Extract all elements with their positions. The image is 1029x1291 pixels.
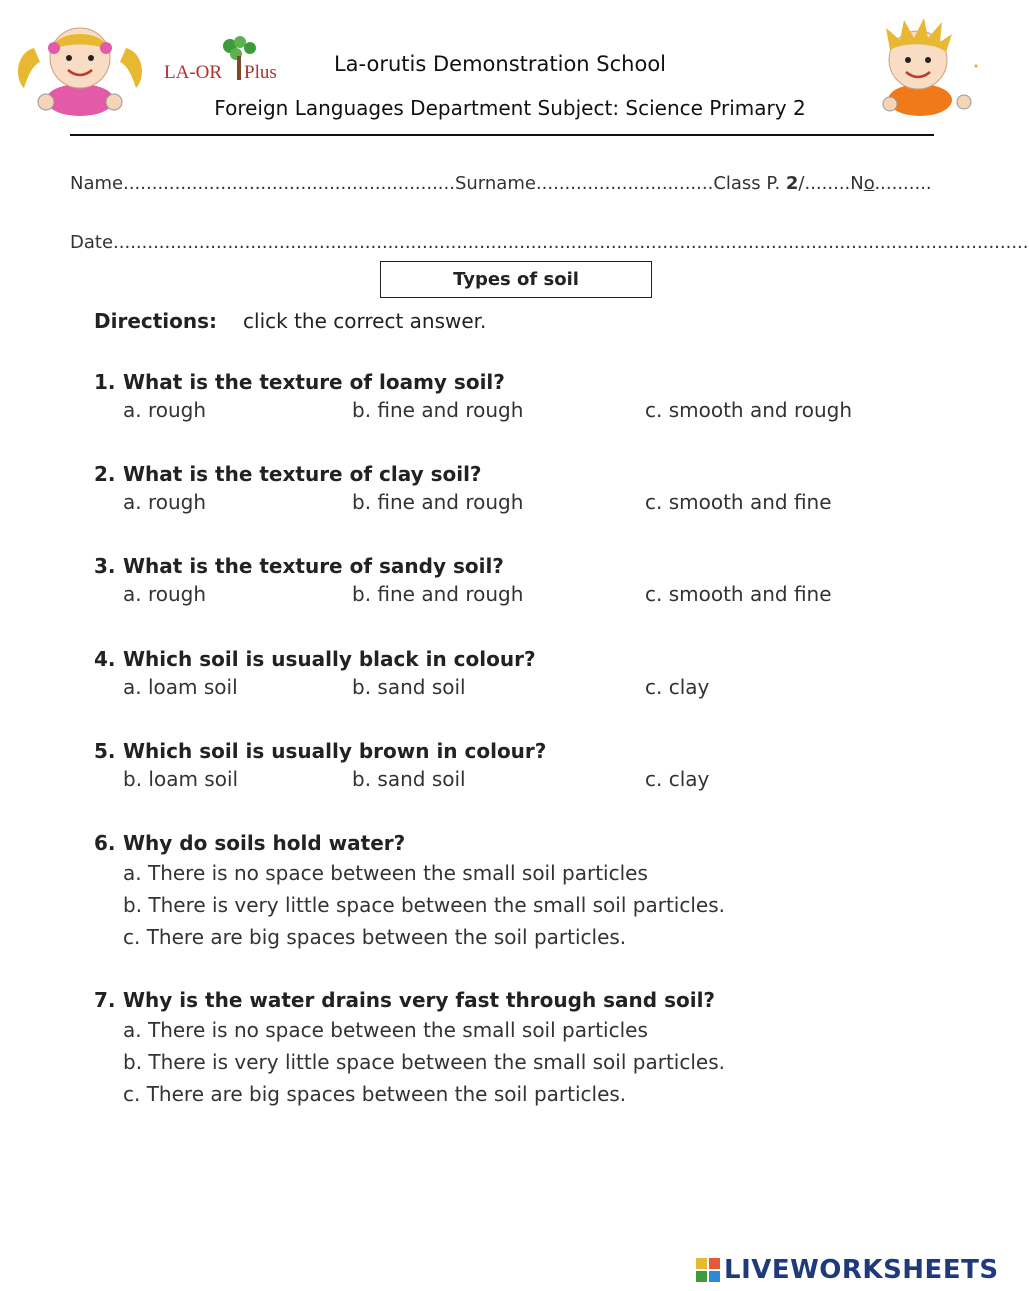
question-text: What is the texture of loamy soil?: [123, 370, 505, 394]
student-info-line: [70, 173, 932, 194]
question-6: [94, 831, 725, 953]
question-text: What is the texture of sandy soil?: [123, 554, 504, 578]
svg-text:LA-OR: LA-OR: [164, 62, 223, 83]
answer-option-b[interactable]: b. fine and rough: [352, 582, 524, 606]
school-name: La-orutis Demonstration School: [333, 52, 666, 76]
answer-option-a[interactable]: a. There is no space between the small soil particles: [123, 861, 648, 885]
no-label-n: N: [850, 173, 864, 194]
answer-option-a[interactable]: a. loam soil: [123, 675, 238, 699]
worksheet-title: Types of soil: [380, 261, 652, 298]
directions-label: Directions:: [94, 309, 218, 333]
question-number: 3.: [94, 554, 116, 578]
answer-option-c[interactable]: c. There are big spaces between the soil particles.: [123, 925, 627, 949]
question-number: 5.: [94, 739, 116, 763]
question-text: Why is the water drains very fast through sand soil?: [123, 988, 716, 1012]
answer-option-b[interactable]: b. sand soil: [352, 675, 466, 699]
question-number: 2.: [94, 462, 116, 486]
question-number: 6.: [94, 831, 116, 855]
answer-option-a[interactable]: a. rough: [123, 490, 207, 514]
svg-text:Plus: Plus: [244, 62, 277, 83]
class-field[interactable]: /........: [798, 173, 851, 194]
answer-option-c[interactable]: c. clay: [645, 767, 710, 791]
liveworksheets-brand[interactable]: LIVEWORKSHEETS: [724, 1255, 999, 1285]
date-label: Date: [70, 232, 114, 253]
question-text: What is the texture of clay soil?: [123, 462, 482, 486]
answer-option-b[interactable]: b. fine and rough: [352, 490, 524, 514]
answer-option-a[interactable]: b. loam soil: [123, 767, 239, 791]
answer-option-c[interactable]: c. smooth and fine: [645, 490, 832, 514]
question-2: [94, 462, 832, 522]
question-1: [94, 370, 853, 430]
answer-option-b[interactable]: b. sand soil: [352, 767, 466, 791]
no-field[interactable]: ..........: [874, 173, 932, 194]
name-field[interactable]: ..........................................................: [123, 173, 455, 194]
answer-option-a[interactable]: a. There is no space between the small soil particles: [123, 1018, 648, 1042]
department-subject: Foreign Languages Department Subject: Science Primary 2: [214, 96, 806, 120]
question-7: [94, 988, 725, 1110]
question-text: Why do soils hold water?: [123, 831, 406, 855]
answer-option-c[interactable]: c. smooth and fine: [645, 582, 832, 606]
answer-option-c[interactable]: c. clay: [645, 675, 710, 699]
header-divider: [70, 134, 934, 136]
answer-option-a[interactable]: a. rough: [123, 398, 207, 422]
surname-label: Surname: [454, 173, 536, 194]
answer-option-a[interactable]: a. rough: [123, 582, 207, 606]
directions: [94, 309, 486, 333]
question-4: [94, 647, 710, 707]
answer-option-b[interactable]: b. fine and rough: [352, 398, 524, 422]
class-number: 2: [785, 173, 799, 194]
date-field[interactable]: ................................................................................................................................................................: [113, 232, 1029, 253]
no-label-o: o: [863, 173, 875, 194]
directions-text: click the correct answer.: [243, 309, 487, 333]
question-3: [94, 554, 832, 614]
question-number: 4.: [94, 647, 116, 671]
liveworksheets-logo-icon: [696, 1258, 720, 1282]
name-label: Name: [70, 173, 124, 194]
answer-option-c[interactable]: c. smooth and rough: [645, 398, 853, 422]
question-text: Which soil is usually black in colour?: [123, 647, 536, 671]
class-label: Class P.: [713, 173, 786, 194]
answer-option-b[interactable]: b. There is very little space between the small soil particles.: [123, 1050, 725, 1074]
question-5: [94, 739, 710, 799]
question-text: Which soil is usually brown in colour?: [123, 739, 547, 763]
surname-field[interactable]: ...............................: [535, 173, 714, 194]
question-number: 7.: [94, 988, 116, 1012]
date-line: [70, 232, 1029, 253]
answer-option-c[interactable]: c. There are big spaces between the soil particles.: [123, 1082, 627, 1106]
answer-option-b[interactable]: b. There is very little space between the small soil particles.: [123, 893, 725, 917]
question-number: 1.: [94, 370, 116, 394]
